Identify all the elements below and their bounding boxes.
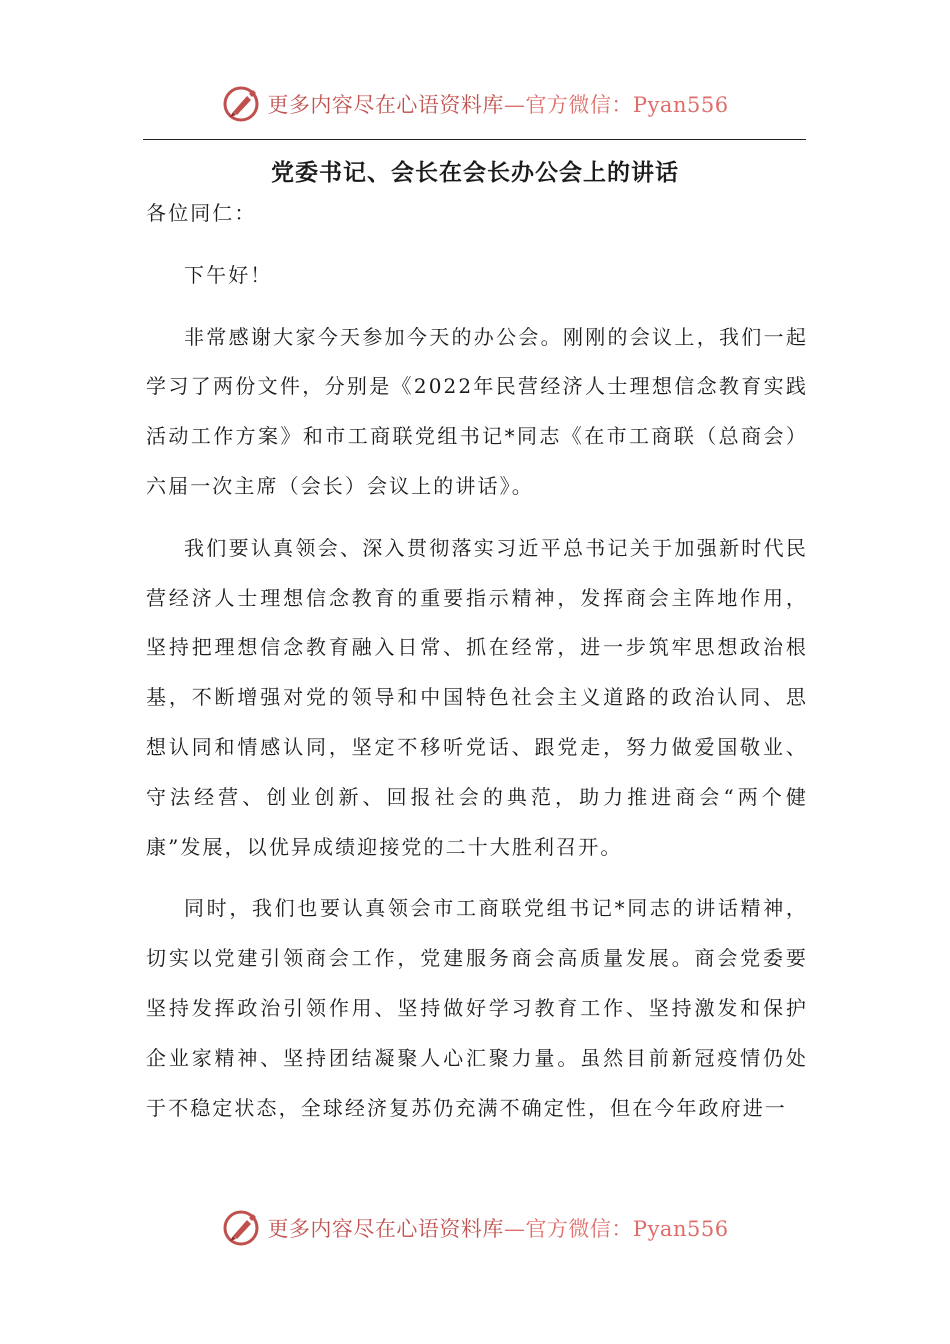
header-divider — [143, 139, 806, 140]
watermark-text: 更多内容尽在心语资料库—官方微信：Pyan556 — [267, 93, 729, 117]
pen-logo-icon — [221, 1208, 261, 1248]
document-title: 党委书记、会长在会长办公会上的讲话 — [271, 159, 679, 186]
document-body — [146, 189, 808, 1145]
body-paragraph: 同时，我们也要认真领会市工商联党组书记*同志的讲话精神，切实以党建引领商会工作，党建服务商会高质量发展。商会党委要坚持发挥政治引领作用、坚持做好学习教育工作、坚持激发和保护企业家精神、坚持团结凝聚人心汇聚力量。虽然目前新冠疫情仍处于不稳定状态，全球经济复苏仍充满不确定性，但在今年政府进一 — [146, 896, 808, 1120]
greeting: 下午好！ — [184, 262, 273, 287]
watermark-text: 更多内容尽在心语资料库—官方微信：Pyan556 — [267, 1217, 729, 1241]
body-paragraph: 我们要认真领会、深入贯彻落实习近平总书记关于加强新时代民营经济人士理想信念教育的重要指示精神，发挥商会主阵地作用，坚持把理想信念教育融入日常、抓在经常，进一步筑牢思想政治根基，不断增强对党的领导和中国特色社会主义道路的政治认同、思想认同和情感认同，坚定不移听党话、跟党走，努力做爱国敬业、守法经营、创业创新、回报社会的典范，助力推进商会“两个健康”发展，以优异成绩迎接党的二十大胜利召开。 — [146, 535, 808, 859]
pen-logo-icon — [221, 84, 261, 124]
watermark-footer — [0, 1204, 950, 1252]
body-paragraph: 非常感谢大家今天参加今天的办公会。刚刚的会议上，我们一起学习了两份文件，分别是《2022年民营经济人士理想信念教育实践活动工作方案》和市工商联党组书记*同志《在市工商联（总商会）六届一次主席（会长）会议上的讲话》。 — [146, 324, 808, 498]
watermark-header — [0, 80, 950, 128]
salutation: 各位同仁： — [146, 201, 257, 225]
